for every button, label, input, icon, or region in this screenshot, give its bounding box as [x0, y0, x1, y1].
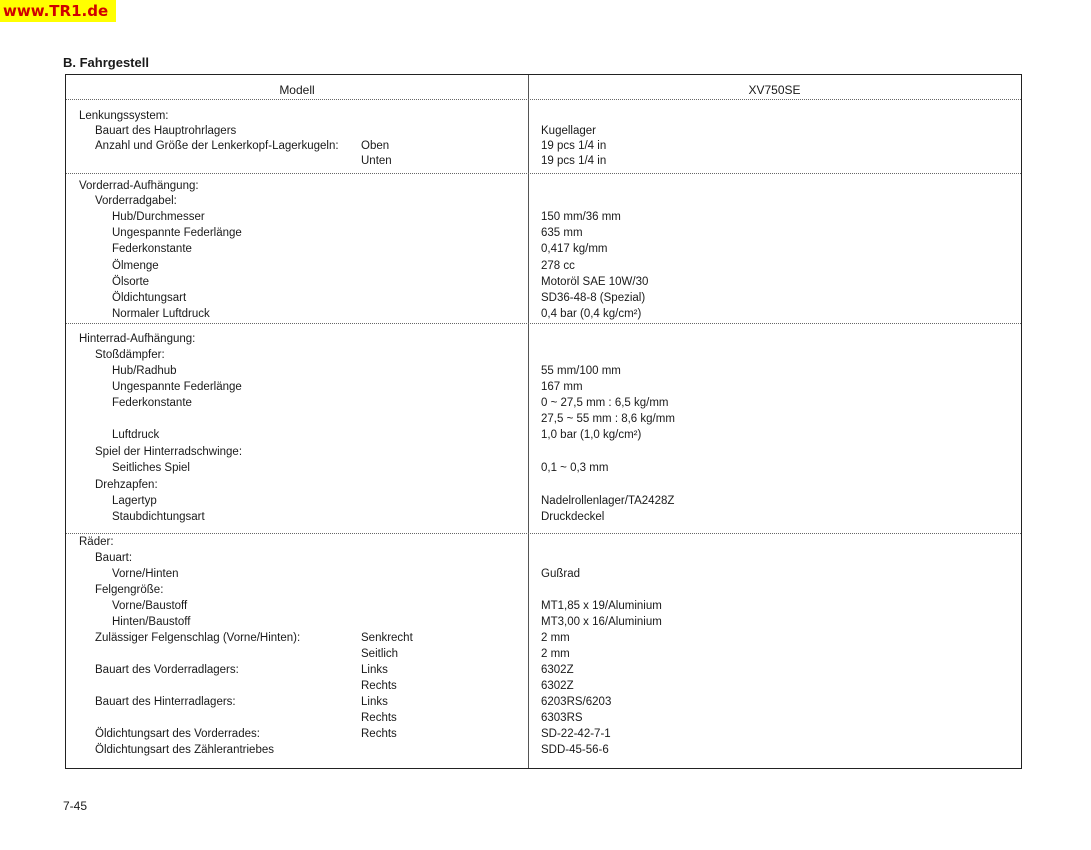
header-model: Modell	[279, 83, 315, 97]
spec-value: 2 mm	[541, 648, 570, 660]
subitem-label: Staubdichtungsart	[112, 511, 205, 523]
item-label: Bauart:	[95, 552, 133, 564]
item-label: Bauart des Vorderradlagers:	[95, 664, 239, 676]
group-label: Hinterrad-Aufhängung:	[79, 333, 196, 345]
subitem-label: Hub/Durchmesser	[112, 211, 205, 223]
item-label: Zulässiger Felgenschlag (Vorne/Hinten):	[95, 632, 301, 644]
spec-value: 0 ~ 27,5 mm : 6,5 kg/mm	[541, 397, 669, 409]
subitem-label: Hinten/Baustoff	[112, 616, 191, 628]
item-label: Vorderradgabel:	[95, 195, 177, 207]
item-label: Öldichtungsart des Zählerantriebes	[95, 744, 274, 756]
spec-value: SD-22-42-7-1	[541, 728, 611, 740]
spec-value: MT3,00 x 16/Aluminium	[541, 616, 662, 628]
spec-value: 2 mm	[541, 632, 570, 644]
spec-value: 6302Z	[541, 680, 574, 692]
spec-value: 167 mm	[541, 381, 583, 393]
spec-value: 1,0 bar (1,0 kg/cm²)	[541, 429, 642, 441]
qualifier-label: Links	[361, 664, 388, 676]
column-divider	[528, 75, 529, 768]
subitem-label: Ölsorte	[112, 276, 150, 288]
subitem-label: Luftdruck	[112, 429, 160, 441]
group-rule	[66, 533, 1021, 534]
spec-value: 19 pcs 1/4 in	[541, 155, 607, 167]
qualifier-label: Unten	[361, 155, 392, 167]
spec-value: 0,1 ~ 0,3 mm	[541, 462, 609, 474]
item-label: Öldichtungsart des Vorderrades:	[95, 728, 260, 740]
section-title: B. Fahrgestell	[63, 55, 149, 70]
subitem-label: Vorne/Baustoff	[112, 600, 188, 612]
subitem-label: Ölmenge	[112, 260, 159, 272]
spec-value: 27,5 ~ 55 mm : 8,6 kg/mm	[541, 413, 675, 425]
subitem-label: Ungespannte Federlänge	[112, 227, 242, 239]
qualifier-label: Senkrecht	[361, 632, 413, 644]
qualifier-label: Seitlich	[361, 648, 399, 660]
item-label: Bauart des Hinterradlagers:	[95, 696, 236, 708]
subitem-label: Seitliches Spiel	[112, 462, 190, 474]
spec-table	[65, 74, 1022, 769]
subitem-label: Öldichtungsart	[112, 292, 187, 304]
page-number: 7-45	[63, 799, 88, 813]
item-label: Felgengröße:	[95, 584, 164, 596]
spec-value: 6302Z	[541, 664, 574, 676]
subitem-label: Federkonstante	[112, 397, 192, 409]
group-rule	[66, 173, 1021, 174]
qualifier-label: Rechts	[361, 712, 397, 724]
group-label: Lenkungssystem:	[79, 110, 169, 122]
subitem-label: Lagertyp	[112, 495, 157, 507]
spec-value: Kugellager	[541, 125, 596, 137]
spec-value: SD36-48-8 (Spezial)	[541, 292, 646, 304]
spec-value: Nadelrollenlager/TA2428Z	[541, 495, 675, 507]
spec-value: 150 mm/36 mm	[541, 211, 621, 223]
subitem-label: Normaler Luftdruck	[112, 308, 210, 320]
item-label: Anzahl und Größe der Lenkerkopf-Lagerkugeln:	[95, 140, 339, 152]
item-label: Spiel der Hinterradschwinge:	[95, 446, 243, 458]
qualifier-label: Links	[361, 696, 388, 708]
spec-value: 0,4 bar (0,4 kg/cm²)	[541, 308, 642, 320]
subitem-label: Federkonstante	[112, 243, 192, 255]
qualifier-label: Rechts	[361, 728, 397, 740]
spec-value: 19 pcs 1/4 in	[541, 140, 607, 152]
item-label: Bauart des Hauptrohrlagers	[95, 125, 237, 137]
group-label: Vorderrad-Aufhängung:	[79, 180, 199, 192]
qualifier-label: Rechts	[361, 680, 397, 692]
item-label: Stoßdämpfer:	[95, 349, 165, 361]
subitem-label: Ungespannte Federlänge	[112, 381, 242, 393]
spec-value: 0,417 kg/mm	[541, 243, 608, 255]
spec-value: 6303RS	[541, 712, 583, 724]
spec-value: Gußrad	[541, 568, 580, 580]
group-rule	[66, 323, 1021, 324]
spec-value: MT1,85 x 19/Aluminium	[541, 600, 662, 612]
subitem-label: Vorne/Hinten	[112, 568, 179, 580]
header-variant: XV750SE	[748, 83, 801, 97]
spec-value: SDD-45-56-6	[541, 744, 609, 756]
group-label: Räder:	[79, 536, 114, 548]
qualifier-label: Oben	[361, 140, 390, 152]
spec-value: Motoröl SAE 10W/30	[541, 276, 649, 288]
spec-value: 635 mm	[541, 227, 583, 239]
subitem-label: Hub/Radhub	[112, 365, 177, 377]
watermark-logo: www.TR1.de	[0, 0, 116, 22]
spec-value: Druckdeckel	[541, 511, 605, 523]
spec-value: 55 mm/100 mm	[541, 365, 621, 377]
header-rule	[66, 99, 1021, 100]
spec-value: 278 cc	[541, 260, 575, 272]
item-label: Drehzapfen:	[95, 479, 158, 491]
spec-value: 6203RS/6203	[541, 696, 612, 708]
